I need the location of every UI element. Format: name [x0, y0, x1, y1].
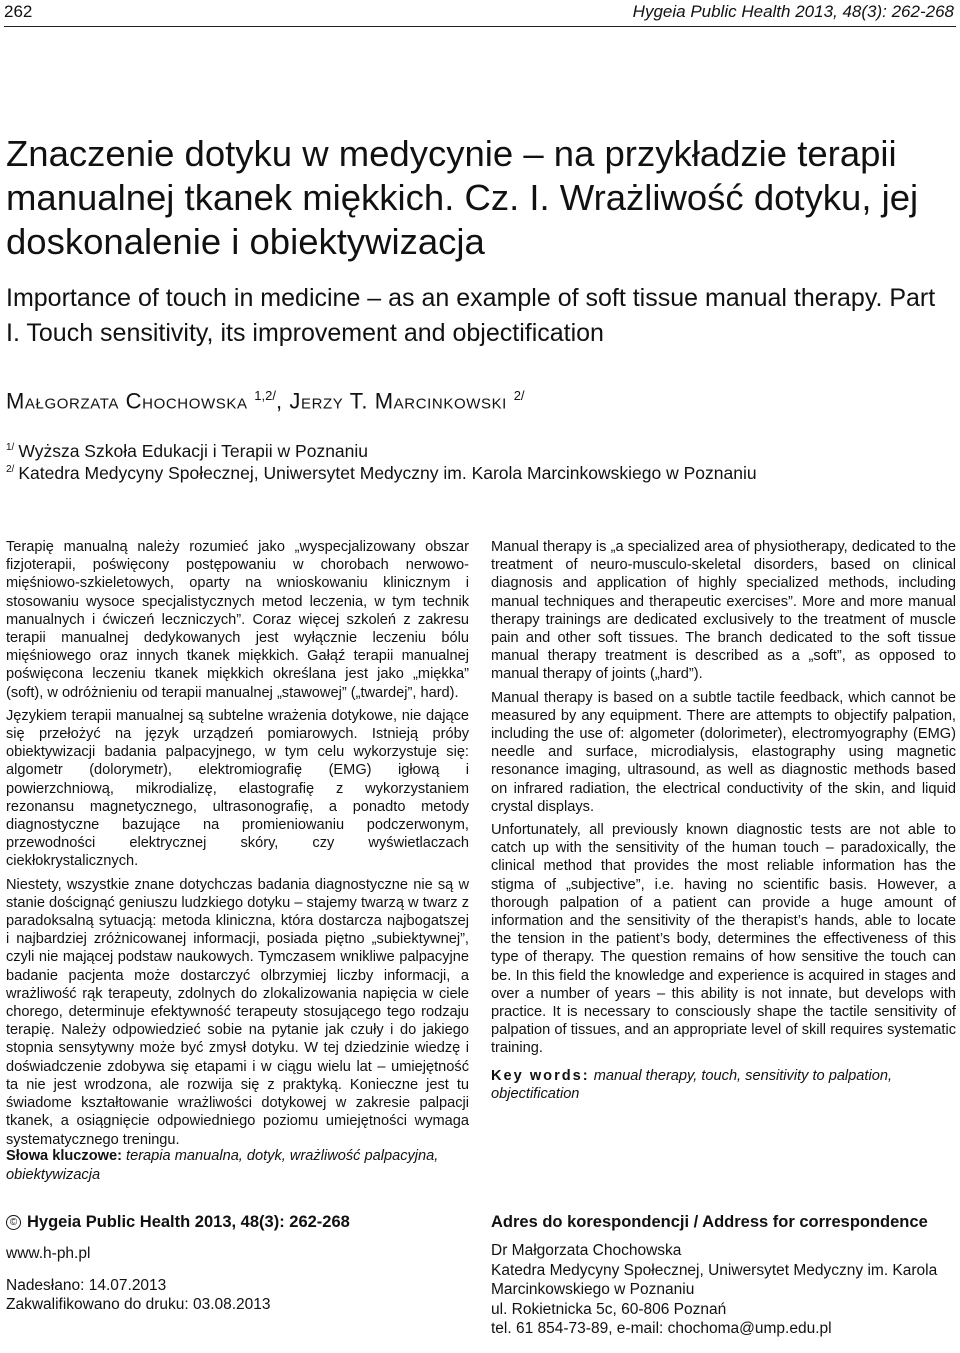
title-polish: Znaczenie dotyku w medycynie – na przykładzie terapii manualnej tkanek miękkich. Cz. I. Wrażliwość dotyku, jej doskonalenie i obiektywizacja — [6, 133, 919, 262]
copyright-icon: © — [6, 1215, 21, 1230]
author-separator: , — [275, 388, 283, 414]
affiliation-mark: 2/ — [6, 464, 15, 476]
publication-info — [6, 1213, 466, 1314]
received-date: Nadesłano: 14.07.2013 — [6, 1277, 167, 1294]
keywords-label: Słowa kluczowe: — [6, 1148, 122, 1164]
accepted-date: Zakwalifikowano do druku: 03.08.2013 — [6, 1296, 271, 1313]
correspondence-department: Katedra Medycyny Społecznej, Uniwersytet Medyczny im. Karola Marcinkowskiego w Poznaniu — [491, 1261, 938, 1298]
affiliation-text: Katedra Medycyny Społecznej, Uniwersytet Medyczny im. Karola Marcinkowskiego w Poznaniu — [18, 463, 757, 483]
author-affiliation-mark: 2/ — [513, 388, 525, 403]
abstract-paragraph: Manual therapy is „a specialized area of physiotherapy, dedicated to the treatment of neuro-musculo-skeletal disorders, based on clinical diagnosis and application of highly specialized methods, including manual techniques and therapeutic exercises”. More and more manual therapy trainings are dedicated exclusively to the treatment of muscle pain and other soft tissues. The branch dedicated to the soft tissue manual therapy treatment is described as a „soft”, as opposed to manual therapy of joints („hard”). — [491, 539, 956, 683]
correspondence-heading: Adres do korespondencji / Address for correspondence — [491, 1213, 928, 1231]
correspondence-name: Dr Małgorzata Chochowska — [491, 1242, 682, 1259]
journal-line: Hygeia Public Health 2013, 48(3): 262-268 — [27, 1213, 350, 1231]
keywords-text: terapia manualna, dotyk, wrażliwość palpacyjna, obiektywizacja — [6, 1148, 439, 1183]
abstract-paragraph: Terapię manualną należy rozumieć jako „wyspecjalizowany obszar fizjoterapii, poświęcony postępowaniu w chorobach nerwowo-mięśniowo-szkieletowych, oparty na wnioskowaniu klinicznym i stosowaniu wysoce specjalistycznych metod leczenia, w tym technik manualnych i ćwiczeń leczniczych”. Coraz więcej szkoleń z zakresu terapii manualnej dedykowanych jest wyłącznie leczeniu bólu mięśniowego oraz innych tkanek miękkich. Gałąź terapii manualnej poświęcona leczeniu tkanek miękkich określana jest jako „miękka” (soft), w odróżnieniu od terapii manualnej „stawowej” („twardej”, hard). — [6, 539, 469, 701]
author-list — [6, 388, 525, 414]
journal-url[interactable]: www.h-ph.pl — [6, 1245, 91, 1262]
affiliation — [6, 441, 368, 462]
abstract-paragraph: Językiem terapii manualnej są subtelne wrażenia dotykowe, nie dające się przełożyć na język urządzeń pomiarowych. Istnieją próby obiektywizacji badania palpacyjnego, w tym celu wykorzystuje się: algometr (dolorymetr), elektromiografię (EMG) igłową i powierzchniową, mikrodializę, elastografię z wykorzystaniem rezonansu magnetycznego, ultrasonografię, a ponadto metody diagnostyczne bazujące na promieniowaniu podczerwonym, przewodności elektrycznej skóry, czy wyświetlaczach ciekłokrystalicznych. — [6, 707, 469, 870]
keywords-polish — [6, 1147, 476, 1184]
abstract-paragraph: Unfortunately, all previously known diagnostic tests are not able to catch up with the sensitivity of the human touch – paradoxically, the clinical method that provides the most reliable information has the stigma of „subjective”, i.e. having no scientific basis. However, a thorough palpation of a patient can provide a huge amount of information and the sensitivity of the therapist’s hands, able to locate the tension in the patient’s body, determines the effectiveness of this type of therapy. The question remains of how sensitive the touch can be. In this field the knowledge and experience is acquired in stages and over a number of years – this ability is not innate, but develops with practice. It is necessary to consciously shape the tactile sensitivity of palpation of tissues, and an appropriate level of skill requires systematic training. — [491, 822, 956, 1057]
author-name: Małgorzata Chochowska — [6, 388, 248, 414]
keywords-text: manual therapy, touch, sensitivity to palpation, objectification — [491, 1067, 892, 1102]
affiliation — [6, 463, 757, 484]
keywords-label: Key words: — [491, 1067, 590, 1084]
header-rule — [4, 26, 956, 27]
abstract-paragraph: Manual therapy is based on a subtle tactile feedback, which cannot be measured by any equipment. There are attempts to objectify palpation, including the use of: algometer (dolorimeter), electromyography (EMG) needle and surface, microdialysis, elastography using magnetic resonance imaging, ultrasound, as well as diagnostic methods based on infrared radiation, the electrical conductivity of the skin, and liquid crystal displays. — [491, 689, 956, 815]
abstract-polish — [6, 538, 469, 1154]
correspondence-street: ul. Rokietnicka 5c, 60-806 Poznań — [491, 1300, 727, 1318]
correspondence-address — [491, 1213, 956, 1339]
correspondence-contact[interactable]: tel. 61 854-73-89, e-mail: chochoma@ump.edu.pl — [491, 1320, 832, 1337]
abstract-english — [491, 538, 956, 1108]
journal-copyright-line — [6, 1213, 466, 1232]
title-english: Importance of touch in medicine – as an example of soft tissue manual therapy. Part I. Touch sensitivity, its improvement and objectification — [6, 284, 936, 347]
affiliation-mark: 1/ — [6, 442, 15, 454]
running-head — [4, 2, 954, 24]
author-affiliation-mark: 1,2/ — [254, 388, 276, 403]
keywords-english — [491, 1067, 956, 1103]
author-name: Jerzy T. Marcinkowski — [289, 388, 507, 414]
abstract-paragraph: Niestety, wszystkie znane dotychczas badania diagnostyczne nie są w stanie doścignąć geniuszu ludzkiego dotyku – stajemy twarzą w twarz z paradoksalną sytuacją: metoda kliniczna, która dostarcza najbogatszej i najbardziej zróżnicowanej informacji, posiada piętno „subiektywnej”, czyli nie mającej podstaw naukowych. Tymczasem wnikliwe palpacyjne badanie pacjenta może dostarczyć olbrzymiej liczby informacji, a wrażliwość rąk terapeuty, zdolnych do zlokalizowania napięcia w ciele chorego, determinuje efektywność terapeuty stosującego tego rodzaju terapię. Należy odpowiedzieć sobie na pytanie jak czuły i do jakiego stopnia sensytywny może być zmysł dotyku. W tej dziedzinie wiedzę i doświadczenie zdobywa się etapami i w ciągu wielu lat – umiejętność ta nie jest wrodzona, ale rozwija się z praktyką. Konieczne jest tu świadome kształtowanie wrażliwości dotykowej w zakresie palpacji tkanek, a osiągnięcie odpowiedniego poziomu umiejętności wymaga systematycznego treningu. — [6, 876, 469, 1148]
journal-reference: Hygeia Public Health 2013, 48(3): 262-268 — [632, 2, 954, 21]
affiliation-text: Wyższa Szkoła Edukacji i Terapii w Poznaniu — [18, 441, 369, 461]
page-number: 262 — [4, 2, 33, 21]
